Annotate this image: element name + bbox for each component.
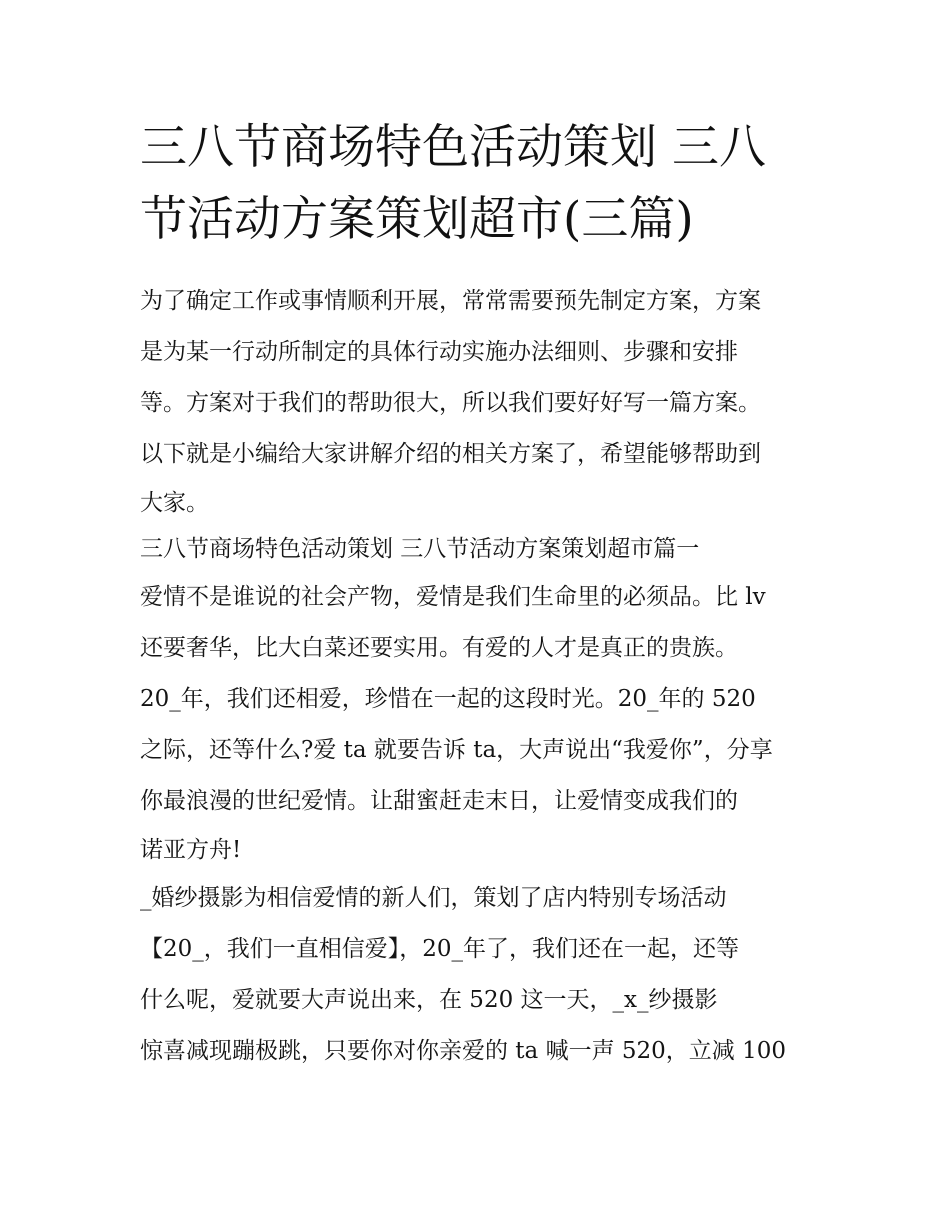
story-line-5: 你最浪漫的世纪爱情。让甜蜜赶走末日，让爱情变成我们的 [140,788,738,814]
story-line-1: 爱情不是谁说的社会产物，爱情是我们生命里的必须品。比 lv [140,584,766,610]
title-line-1: 三八节商场特色活动策划 三八 [140,120,766,175]
intro-line-1: 为了确定工作或事情顺利开展，常常需要预先制定方案，方案 [140,288,761,314]
event-line-2: 【20_，我们一直相信爱】，20_年了，我们还在一起，还等 [140,936,740,962]
event-line-4: 惊喜减现蹦极跳，只要你对你亲爱的 ta 喊一声 520，立减 100 [140,1038,786,1064]
intro-line-5: 大家。 [140,490,209,516]
document-body [140,276,820,1077]
section-heading: 三八节商场特色活动策划 三八节活动方案策划超市篇一 [140,536,700,562]
story-line-3: 20_年，我们还相爱，珍惜在一起的这段时光。20_年的 520 [140,686,756,712]
intro-line-2: 是为某一行动所制定的具体行动实施办法细则、步骤和安排 [140,339,738,365]
intro-line-4: 以下就是小编给大家讲解介绍的相关方案了，希望能够帮助到 [140,441,761,467]
intro-line-3: 等。方案对于我们的帮助很大，所以我们要好好写一篇方案。 [140,390,761,416]
story-line-2: 还要奢华，比大白菜还要实用。有爱的人才是真正的贵族。 [140,635,738,661]
story-line-6: 诺亚方舟! [140,837,242,863]
event-line-1: _婚纱摄影为相信爱情的新人们，策划了店内特别专场活动 [140,885,727,911]
story-line-4: 之际，还等什么?爱 ta 就要告诉 ta，大声说出“我爱你”，分享 [140,737,773,763]
event-line-3: 什么呢，爱就要大声说出来，在 520 这一天，_x_纱摄影 [140,987,718,1013]
title-line-2: 节活动方案策划超市(三篇) [140,192,694,247]
document-title [140,112,820,256]
